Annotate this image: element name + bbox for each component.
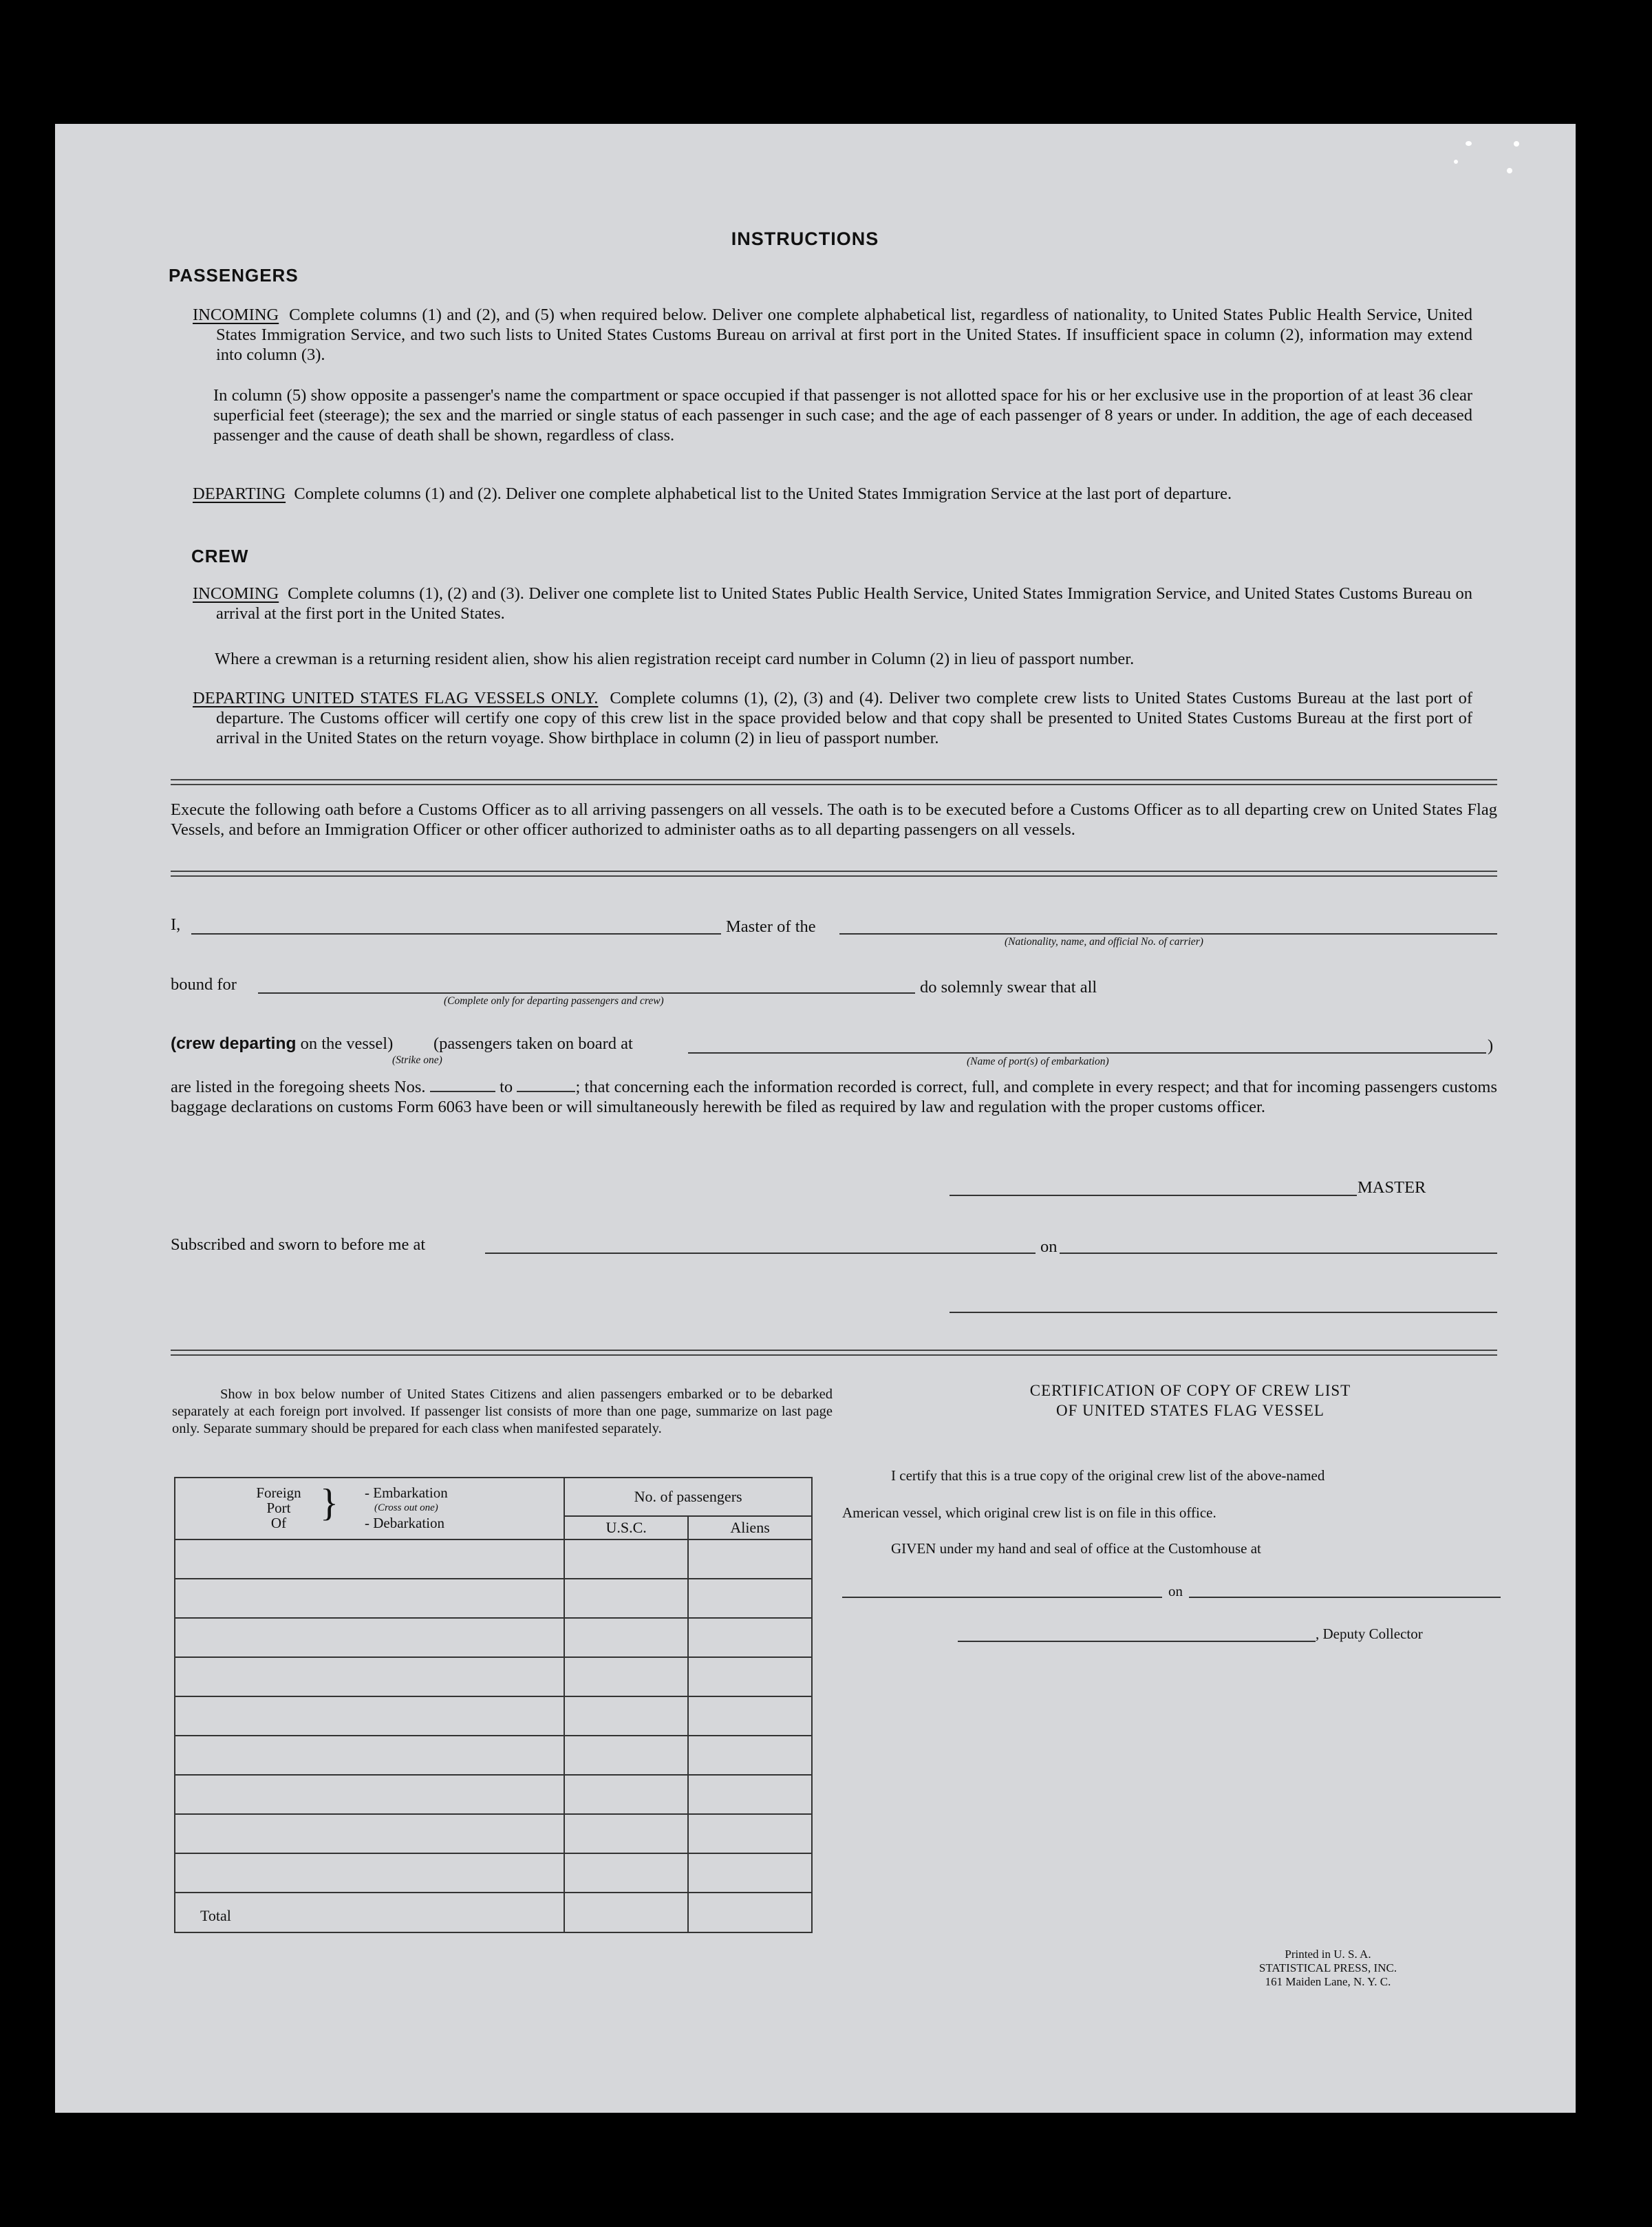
- usc-total-cell[interactable]: [564, 1893, 688, 1932]
- scan-speck: [1454, 160, 1458, 164]
- bound-for-label: bound for: [171, 975, 237, 994]
- section-divider: [171, 1350, 1497, 1356]
- passengers-incoming-label: INCOMING: [193, 306, 279, 324]
- i-label: I,: [171, 915, 181, 934]
- port-header-line2: Port: [266, 1500, 291, 1516]
- listed-text-2: ; that concerning each the information recorded is correct, full, and complete in every respect; and that for incoming passengers customs baggage declarations on customs Form 6063 have been or will simultaneously herewith be filed as required by law and regulation with the proper customs officer.: [171, 1078, 1497, 1116]
- usc-cell[interactable]: [564, 1696, 688, 1736]
- usc-cell[interactable]: [564, 1853, 688, 1893]
- crew-incoming-text: Complete columns (1), (2) and (3). Deliver one complete list to United States Public Health Service, United States Immigration Service, and United States Customs Bureau on arrival at the first port in the United States.: [216, 584, 1472, 623]
- certification-title: [881, 1381, 1500, 1420]
- on-vessel-label: on the vessel): [300, 1034, 394, 1053]
- embarkation-option[interactable]: - Embarkation: [365, 1484, 448, 1501]
- port-cell[interactable]: [175, 1579, 564, 1618]
- passenger-summary-table: [174, 1477, 813, 1933]
- brace-icon: }: [320, 1482, 339, 1524]
- sheet-from-field[interactable]: [430, 1078, 495, 1092]
- crew-departing-option[interactable]: [171, 1034, 393, 1054]
- page-title: INSTRUCTIONS: [731, 228, 879, 249]
- port-cell[interactable]: [175, 1618, 564, 1657]
- carrier-field[interactable]: [839, 933, 1497, 935]
- crew-departing-text: Complete columns (1), (2), (3) and (4). Deliver two complete crew lists to United States Customs Bureau at the last port of departure. The Customs officer will certify one copy of this crew list in the space provided below and that copy shall be presented to United States Customs Bureau at the first port of arrival in the United States on the return voyage. Show birthplace in column (2) in lieu of passport number.: [216, 689, 1472, 747]
- table-row: [175, 1736, 812, 1775]
- passengers-board-label[interactable]: (passengers taken on board at: [433, 1034, 633, 1053]
- port-cell[interactable]: [175, 1814, 564, 1853]
- printer-imprint: [1225, 1948, 1431, 1989]
- sheet-to-field[interactable]: [517, 1078, 575, 1092]
- table-row: [175, 1814, 812, 1853]
- scan-speck: [1466, 141, 1472, 146]
- no-passengers-header: No. of passengers: [564, 1478, 812, 1516]
- crew-resident-paragraph: Where a crewman is a returning resident alien, show his alien registration receipt card number in Column (2) in lieu of passport number.: [215, 650, 1135, 668]
- carrier-note: (Nationality, name, and official No. of carrier): [1005, 936, 1203, 948]
- usc-cell[interactable]: [564, 1657, 688, 1696]
- aliens-cell[interactable]: [688, 1775, 812, 1814]
- cross-out-note: (Cross out one): [374, 1502, 438, 1513]
- usc-cell[interactable]: [564, 1775, 688, 1814]
- master-of-label: Master of the: [726, 917, 816, 936]
- scan-speck: [1514, 141, 1519, 147]
- listed-paragraph: [171, 1077, 1497, 1117]
- oath-instruction: Execute the following oath before a Customs Officer as to all arriving passengers on all vessels. The oath is to be executed before a Customs Officer as to all departing crew on United States Flag Vessels, and before an Immigration Officer or other officer authorized to administer oaths as to all departing passengers on all vessels.: [171, 800, 1497, 839]
- summary-note: Show in box below number of United States Citizens and alien passengers embarked or to be debarked separately at each foreign port involved. If passenger list consists of more than one page, summarize on last page only. Separate summary should be prepared for each class when manifested separately.: [172, 1387, 833, 1436]
- port-cell[interactable]: [175, 1696, 564, 1736]
- port-header-line1: Foreign: [256, 1484, 301, 1501]
- usc-cell[interactable]: [564, 1736, 688, 1775]
- table-row: [175, 1696, 812, 1736]
- subscribed-label: Subscribed and sworn to before me at: [171, 1235, 426, 1254]
- section-divider: [171, 871, 1497, 877]
- crew-departing-label: (crew departing: [171, 1034, 297, 1053]
- aliens-cell[interactable]: [688, 1696, 812, 1736]
- aliens-header: Aliens: [688, 1516, 812, 1539]
- document-page: [55, 124, 1576, 2113]
- master-label: MASTER: [1358, 1178, 1426, 1197]
- aliens-cell[interactable]: [688, 1657, 812, 1696]
- usc-cell[interactable]: [564, 1618, 688, 1657]
- certify-line2: American vessel, which original crew list is on file in this office.: [842, 1504, 1216, 1521]
- deputy-signature-field[interactable]: [958, 1641, 1316, 1642]
- passengers-departing-label: DEPARTING: [193, 484, 286, 503]
- listed-text-1: are listed in the foregoing sheets Nos.: [171, 1078, 426, 1096]
- crew-departing-label: DEPARTING UNITED STATES FLAG VESSELS ONLY.: [193, 689, 599, 707]
- certify-line1: I certify that this is a true copy of the original crew list of the above-named: [891, 1467, 1325, 1484]
- passengers-departing-paragraph: [193, 484, 1472, 504]
- port-cell[interactable]: [175, 1853, 564, 1893]
- table-row: [175, 1579, 812, 1618]
- passengers-heading: PASSENGERS: [169, 265, 299, 286]
- bound-for-field[interactable]: [258, 992, 915, 994]
- officer-signature-field[interactable]: [950, 1312, 1497, 1313]
- aliens-cell[interactable]: [688, 1539, 812, 1579]
- crew-incoming-label: INCOMING: [193, 584, 279, 603]
- usc-cell[interactable]: [564, 1579, 688, 1618]
- passengers-column5-paragraph: In column (5) show opposite a passenger's name the compartment or space occupied if that passenger is not allotted space for his or her exclusive use in the proportion of at least 36 clear superficial feet (steerage); the sex and the married or single status of each passenger in such case; and the age of each passenger of 8 years or under. In addition, the age of each deceased passenger and the cause of death shall be shown, regardless of class.: [213, 386, 1472, 445]
- aliens-cell[interactable]: [688, 1853, 812, 1893]
- table-row: [175, 1775, 812, 1814]
- table-row: [175, 1539, 812, 1579]
- table-row: [175, 1618, 812, 1657]
- crew-departing-paragraph: [193, 688, 1472, 748]
- listed-to-label: to: [500, 1078, 513, 1096]
- master-signature-field[interactable]: [950, 1195, 1357, 1196]
- port-cell[interactable]: [175, 1657, 564, 1696]
- table-row: [175, 1657, 812, 1696]
- section-divider: [171, 779, 1497, 785]
- port-cell[interactable]: [175, 1775, 564, 1814]
- port-cell[interactable]: [175, 1539, 564, 1579]
- printer-line2: STATISTICAL PRESS, INC.: [1258, 1961, 1397, 1974]
- usc-cell[interactable]: [564, 1814, 688, 1853]
- aliens-total-cell[interactable]: [688, 1893, 812, 1932]
- port-column-header: [175, 1478, 564, 1539]
- port-cell[interactable]: [175, 1736, 564, 1775]
- total-label: Total: [175, 1893, 564, 1932]
- sworn-on-label: on: [1040, 1237, 1058, 1256]
- swear-label: do solemnly swear that all: [920, 978, 1097, 997]
- aliens-cell[interactable]: [688, 1579, 812, 1618]
- printer-line3: 161 Maiden Lane, N. Y. C.: [1265, 1975, 1391, 1988]
- crew-incoming-paragraph: [193, 584, 1472, 624]
- usc-cell[interactable]: [564, 1539, 688, 1579]
- deputy-collector-label: , Deputy Collector: [1316, 1626, 1423, 1642]
- sworn-date-field[interactable]: [1060, 1253, 1497, 1254]
- sworn-place-field[interactable]: [485, 1253, 1036, 1254]
- debarkation-option[interactable]: - Debarkation: [365, 1515, 445, 1531]
- given-line: GIVEN under my hand and seal of office at the Customhouse at: [891, 1540, 1261, 1557]
- usc-header: U.S.C.: [564, 1516, 688, 1539]
- passengers-incoming-paragraph: [193, 305, 1472, 365]
- certification-title-line2: OF UNITED STATES FLAG VESSEL: [1056, 1402, 1324, 1419]
- printer-line1: Printed in U. S. A.: [1285, 1948, 1371, 1961]
- customhouse-field[interactable]: [842, 1597, 1162, 1598]
- table-row: [175, 1853, 812, 1893]
- cert-on-label: on: [1168, 1583, 1183, 1599]
- bound-note: (Complete only for departing passengers and crew): [444, 995, 664, 1007]
- certification-title-line1: CERTIFICATION OF COPY OF CREW LIST: [1029, 1382, 1351, 1399]
- port-note: (Name of port(s) of embarkation): [967, 1056, 1109, 1067]
- crew-heading: CREW: [191, 546, 249, 566]
- cert-date-field[interactable]: [1189, 1597, 1501, 1598]
- scan-speck: [1507, 168, 1512, 173]
- total-row: [175, 1893, 812, 1932]
- passengers-departing-text: Complete columns (1) and (2). Deliver one complete alphabetical list to the United States Immigration Service at the last port of departure.: [294, 484, 1232, 503]
- aliens-cell[interactable]: [688, 1618, 812, 1657]
- strike-note: (Strike one): [392, 1054, 442, 1066]
- aliens-cell[interactable]: [688, 1736, 812, 1775]
- master-name-field[interactable]: [191, 933, 721, 935]
- passengers-incoming-text: Complete columns (1) and (2), and (5) when required below. Deliver one complete alphabetical list, regardless of nationality, to United States Public Health Service, United States Immigration Service, and two such lists to United States Customs Bureau on arrival at first port in the United States. If insufficient space in column (2), information may extend into column (3).: [216, 306, 1473, 364]
- embarkation-port-field[interactable]: [688, 1052, 1486, 1054]
- close-paren: ): [1488, 1036, 1494, 1055]
- port-header-line3: Of: [270, 1515, 287, 1531]
- aliens-cell[interactable]: [688, 1814, 812, 1853]
